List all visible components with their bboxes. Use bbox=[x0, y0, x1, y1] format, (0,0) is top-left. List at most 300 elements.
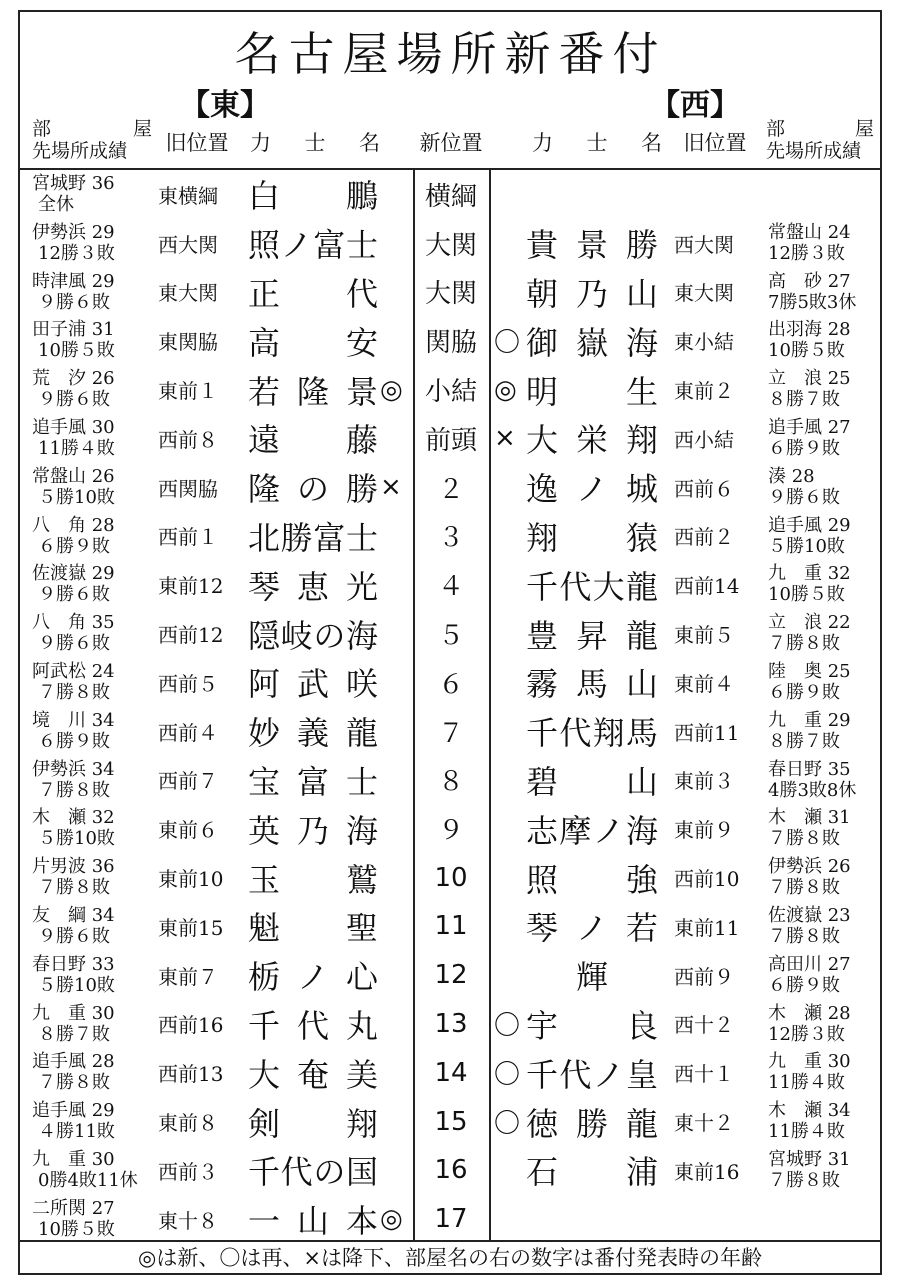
west-old-rank: 東大関 bbox=[674, 281, 734, 306]
east-old-rank: 西関脇 bbox=[158, 476, 218, 501]
west-record: ７勝８敗 bbox=[768, 925, 840, 947]
new-rank: 15 bbox=[434, 1106, 468, 1137]
east-record: ５勝10敗 bbox=[38, 828, 115, 850]
east-heya-record bbox=[32, 170, 157, 222]
east-status-mark bbox=[380, 1000, 412, 1049]
east-record: ９勝６敗 bbox=[38, 291, 110, 313]
east-status-mark bbox=[380, 512, 412, 561]
east-record: ９勝６敗 bbox=[38, 584, 110, 606]
east-rikishi-name: 玉 鷲 bbox=[248, 860, 378, 899]
west-old-rank: 東前16 bbox=[674, 1159, 740, 1184]
west-heya-record bbox=[768, 658, 880, 710]
east-status-mark bbox=[380, 707, 412, 756]
west-record: ７勝８敗 bbox=[768, 828, 840, 850]
west-status-mark bbox=[494, 707, 526, 756]
east-heya-record bbox=[32, 560, 157, 612]
west-old-rank: 東前９ bbox=[674, 818, 734, 843]
east-heya: 宮城野 36 bbox=[32, 173, 115, 194]
table-row bbox=[20, 1146, 880, 1195]
west-name-header: 力 士 名 bbox=[532, 131, 662, 155]
west-status-mark bbox=[494, 463, 526, 512]
west-old-rank: 西前11 bbox=[674, 720, 740, 745]
west-heya-record bbox=[768, 951, 880, 1003]
table-row bbox=[20, 365, 880, 414]
east-rikishi-name: 遠 藤 bbox=[248, 421, 378, 460]
west-heya-record bbox=[768, 365, 880, 417]
west-heya-header: 部 屋 先場所成績 bbox=[766, 118, 874, 162]
west-heya: 追手風 29 bbox=[768, 514, 851, 536]
east-heya-record bbox=[32, 1097, 157, 1149]
east-heya: 佐渡嶽 29 bbox=[32, 563, 115, 585]
west-old-rank: 西小結 bbox=[674, 427, 734, 452]
east-status-mark bbox=[380, 316, 412, 365]
west-heya: 木 瀬 34 bbox=[768, 1100, 851, 1122]
table-row bbox=[20, 853, 880, 902]
west-heya-record bbox=[768, 853, 880, 905]
west-record: ９勝６敗 bbox=[768, 486, 840, 508]
east-heya: 八 角 28 bbox=[32, 514, 115, 536]
west-heya-record bbox=[768, 1048, 880, 1100]
west-status-mark: × bbox=[494, 423, 516, 454]
new-rank: ２ bbox=[437, 474, 464, 505]
west-rikishi-name: 輝 bbox=[575, 958, 608, 997]
new-rank: 横綱 bbox=[424, 181, 477, 212]
east-status-mark bbox=[380, 609, 412, 658]
west-status-mark bbox=[494, 268, 526, 317]
east-rikishi-name: 阿 武 咲 bbox=[248, 665, 378, 704]
east-record: ９勝６敗 bbox=[38, 925, 110, 947]
east-old-rank: 東大関 bbox=[158, 281, 218, 306]
west-record: 10勝５敗 bbox=[768, 584, 845, 606]
west-heya: 伊勢浜 26 bbox=[768, 856, 851, 878]
table-row bbox=[20, 463, 880, 512]
east-record: 10勝５敗 bbox=[38, 1218, 115, 1240]
east-status-mark: × bbox=[380, 472, 402, 503]
east-record: ９勝６敗 bbox=[38, 389, 110, 411]
west-record: ７勝８敗 bbox=[768, 633, 840, 655]
west-rikishi-name bbox=[526, 170, 658, 219]
west-heya-record bbox=[768, 609, 880, 661]
west-heya: 春日野 35 bbox=[768, 758, 851, 780]
east-heya-record bbox=[32, 414, 157, 466]
west-rikishi-name: 朝 乃 山 bbox=[526, 274, 658, 313]
east-heya-record bbox=[32, 1000, 157, 1052]
west-old-rank: 東十２ bbox=[674, 1111, 734, 1136]
west-status-mark bbox=[494, 609, 526, 658]
table-row bbox=[20, 1000, 880, 1049]
west-heya: 追手風 27 bbox=[768, 416, 851, 438]
east-old-rank: 西前７ bbox=[158, 769, 218, 794]
east-heya: 八 角 35 bbox=[32, 612, 115, 634]
east-old-rank: 西前８ bbox=[158, 427, 218, 452]
east-heya: 九 重 30 bbox=[32, 1002, 115, 1024]
east-old-rank: 東前10 bbox=[158, 867, 224, 892]
east-label: 【東】 bbox=[180, 88, 270, 123]
west-record: ６勝９敗 bbox=[768, 681, 840, 703]
east-old-rank: 東前15 bbox=[158, 915, 224, 940]
east-old-rank: 東前７ bbox=[158, 964, 218, 989]
table-row bbox=[20, 1048, 880, 1097]
east-heya: 田子浦 31 bbox=[32, 319, 115, 341]
west-heya: 木 瀬 28 bbox=[768, 1002, 851, 1024]
east-heya: 時津風 29 bbox=[32, 270, 115, 292]
west-heya: 佐渡嶽 23 bbox=[768, 904, 851, 926]
east-old-rank: 東前８ bbox=[158, 1111, 218, 1136]
east-rikishi-name: 高 安 bbox=[248, 323, 378, 362]
west-status-mark: 〇 bbox=[494, 1109, 521, 1140]
east-heya: 片男波 36 bbox=[32, 856, 115, 878]
west-status-mark: ◎ bbox=[494, 374, 517, 405]
west-heya-record bbox=[768, 463, 880, 515]
east-status-mark bbox=[380, 414, 412, 463]
west-rikishi-name: 千 代 翔 馬 bbox=[526, 714, 658, 753]
west-old-rank: 東前５ bbox=[674, 623, 734, 648]
west-heya: 立 浪 25 bbox=[768, 368, 851, 390]
east-heya: 追手風 29 bbox=[32, 1100, 115, 1122]
east-heya-record bbox=[32, 853, 157, 905]
east-heya-record bbox=[32, 316, 157, 368]
east-heya-record bbox=[32, 463, 157, 515]
west-heya-record bbox=[768, 268, 880, 320]
west-old-rank: 西前14 bbox=[674, 574, 740, 599]
east-rikishi-name: 白 鵬 bbox=[248, 177, 378, 216]
west-record: 12勝３敗 bbox=[768, 242, 845, 264]
east-rikishi-name: 北 勝 富 士 bbox=[248, 518, 378, 557]
west-record: 4勝3敗8休 bbox=[768, 779, 857, 801]
west-rikishi-name: 翔 猿 bbox=[526, 518, 658, 557]
east-status-mark: ◎ bbox=[380, 1204, 403, 1235]
west-old-rank: 西大関 bbox=[674, 232, 734, 257]
table-row bbox=[20, 609, 880, 658]
east-name-header: 力 士 名 bbox=[250, 131, 380, 155]
east-rikishi-name: 琴 恵 光 bbox=[248, 567, 378, 606]
east-old-rank: 西前１ bbox=[158, 525, 218, 550]
east-heya: 春日野 33 bbox=[32, 953, 115, 975]
west-old-rank bbox=[674, 1195, 766, 1244]
new-rank: ７ bbox=[437, 718, 464, 749]
east-rikishi-name: 照 ノ 富 士 bbox=[248, 226, 378, 265]
west-heya-record bbox=[768, 414, 880, 466]
west-rikishi-name: 千 代 大 龍 bbox=[526, 567, 658, 606]
new-rank: 小結 bbox=[424, 377, 477, 408]
west-heya-record bbox=[768, 1000, 880, 1052]
east-heya: 追手風 28 bbox=[32, 1051, 115, 1073]
west-status-mark bbox=[494, 951, 526, 1000]
east-rikishi-name: 正 代 bbox=[248, 274, 378, 313]
west-heya-record bbox=[768, 560, 880, 612]
east-status-mark bbox=[380, 1146, 412, 1195]
west-heya: 高田川 27 bbox=[768, 953, 851, 975]
east-rikishi-name: 剣 翔 bbox=[248, 1104, 378, 1143]
west-record: 7勝5敗3休 bbox=[768, 291, 857, 313]
west-heya: 宮城野 31 bbox=[768, 1148, 851, 1170]
new-rank: 大関 bbox=[424, 279, 477, 310]
west-heya-record bbox=[768, 804, 880, 856]
east-record: 11勝４敗 bbox=[38, 437, 115, 459]
west-old-rank: 西前９ bbox=[674, 964, 734, 989]
banzuke-table bbox=[20, 170, 880, 1244]
new-rank: 16 bbox=[434, 1155, 468, 1186]
east-record: ７勝８敗 bbox=[38, 681, 110, 703]
west-status-mark bbox=[494, 902, 526, 951]
new-rank-header: 新位置 bbox=[419, 131, 483, 155]
west-old-rank: 西前６ bbox=[674, 476, 734, 501]
table-row bbox=[20, 219, 880, 268]
east-rikishi-name: 妙 義 龍 bbox=[248, 714, 378, 753]
east-record: ６勝９敗 bbox=[38, 730, 110, 752]
table-row bbox=[20, 316, 880, 365]
new-rank: ５ bbox=[437, 621, 464, 652]
west-record: 11勝４敗 bbox=[768, 1121, 845, 1143]
east-old-rank: 東関脇 bbox=[158, 330, 218, 355]
east-heya-record bbox=[32, 219, 157, 271]
table-row bbox=[20, 804, 880, 853]
east-old-rank: 西前５ bbox=[158, 671, 218, 696]
east-rikishi-name: 大 奄 美 bbox=[248, 1055, 378, 1094]
west-status-mark: 〇 bbox=[494, 1011, 521, 1042]
east-heya-record bbox=[32, 658, 157, 710]
west-record: ７勝８敗 bbox=[768, 1169, 840, 1191]
table-row bbox=[20, 414, 880, 463]
east-heya: 友 綱 34 bbox=[32, 904, 115, 926]
page-title: 名古屋場所新番付 bbox=[234, 27, 667, 81]
east-heya-record bbox=[32, 512, 157, 564]
east-rikishi-name: 一 山 本 bbox=[248, 1202, 378, 1241]
east-heya-record bbox=[32, 1146, 157, 1198]
west-status-mark bbox=[494, 560, 526, 609]
east-heya: 追手風 30 bbox=[32, 416, 115, 438]
east-status-mark bbox=[380, 560, 412, 609]
west-old-rank: 西前２ bbox=[674, 525, 734, 550]
west-old-rank: 東前２ bbox=[674, 379, 734, 404]
new-rank: 14 bbox=[434, 1057, 468, 1088]
west-record: ５勝10敗 bbox=[768, 535, 845, 557]
west-rikishi-name: 琴 ノ 若 bbox=[526, 909, 658, 948]
west-status-mark bbox=[494, 219, 526, 268]
west-rikishi-name: 霧 馬 山 bbox=[526, 665, 658, 704]
east-status-mark bbox=[380, 1097, 412, 1146]
east-heya-record bbox=[32, 1048, 157, 1100]
new-rank: 12 bbox=[434, 960, 468, 991]
west-record: ８勝７敗 bbox=[768, 389, 840, 411]
west-status-mark bbox=[494, 1146, 526, 1195]
west-heya-record bbox=[768, 316, 880, 368]
west-heya-record bbox=[768, 756, 880, 808]
west-rikishi-name bbox=[526, 1195, 658, 1244]
west-record: 10勝５敗 bbox=[768, 340, 845, 362]
west-heya: 出羽海 28 bbox=[768, 319, 851, 341]
table-row bbox=[20, 951, 880, 1000]
east-status-mark bbox=[380, 268, 412, 317]
east-status-mark bbox=[380, 756, 412, 805]
east-heya-record bbox=[32, 951, 157, 1003]
east-old-rank: 西前12 bbox=[158, 623, 224, 648]
west-status-mark bbox=[494, 658, 526, 707]
east-status-mark bbox=[380, 951, 412, 1000]
east-old-rank: 東前６ bbox=[158, 818, 218, 843]
east-heya: 九 重 30 bbox=[32, 1148, 115, 1170]
east-record: ９勝６敗 bbox=[38, 633, 110, 655]
east-old-rank: 西前16 bbox=[158, 1013, 224, 1038]
east-heya: 伊勢浜 29 bbox=[32, 221, 115, 243]
east-record: ８勝７敗 bbox=[38, 1023, 110, 1045]
east-rikishi-name: 栃 ノ 心 bbox=[248, 958, 378, 997]
west-old-rank: 東前３ bbox=[674, 769, 734, 794]
table-row bbox=[20, 268, 880, 317]
east-old-rank: 西前４ bbox=[158, 720, 218, 745]
east-heya: 荒 汐 26 bbox=[32, 368, 115, 390]
east-old-rank: 東十８ bbox=[158, 1208, 218, 1233]
footnote: ◎は新、〇は再、×は降下、部屋名の右の数字は番付発表時の年齢 bbox=[138, 1246, 762, 1270]
east-old-rank: 東前１ bbox=[158, 379, 218, 404]
east-record: 全休 bbox=[38, 194, 74, 215]
west-heya: 九 重 32 bbox=[768, 563, 851, 585]
west-heya: 陸 奥 25 bbox=[768, 660, 851, 682]
east-heya-record bbox=[32, 609, 157, 661]
new-rank: 10 bbox=[434, 862, 468, 893]
new-rank: 大関 bbox=[424, 230, 477, 261]
east-rikishi-name: 隠 岐 の 海 bbox=[248, 616, 378, 655]
west-rikishi-name: 照 強 bbox=[526, 860, 658, 899]
east-record: ５勝10敗 bbox=[38, 486, 115, 508]
new-rank: ６ bbox=[437, 669, 464, 700]
new-rank: ４ bbox=[437, 572, 464, 603]
new-rank: ８ bbox=[437, 767, 464, 798]
east-status-mark bbox=[380, 902, 412, 951]
east-record: 10勝５敗 bbox=[38, 340, 115, 362]
west-heya: 九 重 29 bbox=[768, 709, 851, 731]
east-heya-record bbox=[32, 1195, 157, 1247]
table-row bbox=[20, 902, 880, 951]
east-record: ７勝８敗 bbox=[38, 1072, 110, 1094]
table-row bbox=[20, 658, 880, 707]
west-rikishi-name: 貴 景 勝 bbox=[526, 226, 658, 265]
west-record: ６勝９敗 bbox=[768, 437, 840, 459]
east-status-mark bbox=[380, 1048, 412, 1097]
west-old-rank: 西十２ bbox=[674, 1013, 734, 1038]
east-record: ４勝11敗 bbox=[38, 1121, 115, 1143]
table-row bbox=[20, 756, 880, 805]
east-rikishi-name: 千 代 の 国 bbox=[248, 1153, 378, 1192]
east-rikishi-name: 千 代 丸 bbox=[248, 1006, 378, 1045]
east-heya-record bbox=[32, 804, 157, 856]
east-record: ５勝10敗 bbox=[38, 974, 115, 996]
west-heya-record bbox=[768, 707, 880, 759]
new-rank: ９ bbox=[437, 816, 464, 847]
west-record: ７勝８敗 bbox=[768, 877, 840, 899]
west-heya: 常盤山 24 bbox=[768, 221, 851, 243]
west-old-rank: 東前４ bbox=[674, 671, 734, 696]
west-old-rank: 東前11 bbox=[674, 915, 740, 940]
west-status-mark bbox=[494, 1195, 526, 1244]
west-heya-record bbox=[768, 1146, 880, 1198]
west-heya-record bbox=[768, 219, 880, 271]
west-heya-record bbox=[768, 512, 880, 564]
west-heya-record bbox=[768, 170, 880, 222]
west-status-mark bbox=[494, 512, 526, 561]
west-rikishi-name: 碧 山 bbox=[526, 762, 658, 801]
east-rikishi-name: 宝 富 士 bbox=[248, 762, 378, 801]
west-record: 11勝４敗 bbox=[768, 1072, 845, 1094]
west-heya-record bbox=[768, 1097, 880, 1149]
table-row bbox=[20, 560, 880, 609]
east-status-mark bbox=[380, 853, 412, 902]
west-old-rank bbox=[674, 170, 766, 219]
east-rikishi-name: 隆 の 勝 bbox=[248, 470, 378, 509]
east-heya: 境 川 34 bbox=[32, 709, 115, 731]
east-heya: 木 瀬 32 bbox=[32, 807, 115, 829]
west-rikishi-name: 明 生 bbox=[526, 372, 658, 411]
table-row bbox=[20, 1097, 880, 1146]
table-row bbox=[20, 707, 880, 756]
west-old-rank: 東小結 bbox=[674, 330, 734, 355]
west-label: 【西】 bbox=[650, 88, 740, 123]
east-heya: 常盤山 26 bbox=[32, 465, 115, 487]
table-row bbox=[20, 170, 880, 219]
west-rikishi-name: 逸 ノ 城 bbox=[526, 470, 658, 509]
table-row bbox=[20, 1195, 880, 1244]
east-status-mark: ◎ bbox=[380, 374, 403, 405]
west-rikishi-name: 豊 昇 龍 bbox=[526, 616, 658, 655]
table-row bbox=[20, 512, 880, 561]
east-rikishi-name: 魁 聖 bbox=[248, 909, 378, 948]
west-rikishi-name: 御 嶽 海 bbox=[526, 323, 658, 362]
west-heya: 九 重 30 bbox=[768, 1051, 851, 1073]
west-status-mark: 〇 bbox=[494, 1060, 521, 1091]
new-rank: 11 bbox=[434, 911, 468, 942]
east-old-rank: 西大関 bbox=[158, 232, 218, 257]
east-record: ６勝９敗 bbox=[38, 535, 110, 557]
east-rikishi-name: 若 隆 景 bbox=[248, 372, 378, 411]
west-status-mark bbox=[494, 170, 526, 219]
west-rikishi-name: 石 浦 bbox=[526, 1153, 658, 1192]
east-status-mark bbox=[380, 658, 412, 707]
east-heya-record bbox=[32, 268, 157, 320]
west-heya: 湊 28 bbox=[768, 465, 815, 487]
east-old-rank: 東横綱 bbox=[158, 183, 218, 208]
new-rank: 17 bbox=[434, 1204, 468, 1235]
east-record: 0勝4敗11休 bbox=[38, 1169, 138, 1191]
new-rank: 関脇 bbox=[424, 328, 477, 359]
east-heya-record bbox=[32, 902, 157, 954]
west-rikishi-name: 徳 勝 龍 bbox=[526, 1104, 658, 1143]
west-heya: 木 瀬 31 bbox=[768, 807, 851, 829]
east-status-mark bbox=[380, 219, 412, 268]
east-old-rank: 西前13 bbox=[158, 1062, 224, 1087]
east-old-rank-header: 旧位置 bbox=[165, 131, 229, 155]
east-heya: 阿武松 24 bbox=[32, 660, 115, 682]
east-heya-record bbox=[32, 365, 157, 417]
west-rikishi-name: 志 摩 ノ 海 bbox=[526, 811, 658, 850]
west-status-mark: 〇 bbox=[494, 328, 521, 359]
east-heya: 二所関 27 bbox=[32, 1197, 115, 1219]
new-rank: ３ bbox=[437, 523, 464, 554]
east-record: ７勝８敗 bbox=[38, 779, 110, 801]
west-heya-record bbox=[768, 902, 880, 954]
new-rank: 前頭 bbox=[424, 425, 477, 456]
east-record: ７勝８敗 bbox=[38, 877, 110, 899]
west-record: 12勝３敗 bbox=[768, 1023, 845, 1045]
east-heya-header: 部 屋 先場所成績 bbox=[32, 118, 152, 162]
east-heya: 伊勢浜 34 bbox=[32, 758, 115, 780]
east-heya-record bbox=[32, 756, 157, 808]
west-old-rank: 西前10 bbox=[674, 867, 740, 892]
west-rikishi-name: 千 代 ノ 皇 bbox=[526, 1055, 658, 1094]
west-rikishi-name: 大 栄 翔 bbox=[526, 421, 658, 460]
west-status-mark bbox=[494, 756, 526, 805]
west-status-mark bbox=[494, 804, 526, 853]
east-heya-record bbox=[32, 707, 157, 759]
